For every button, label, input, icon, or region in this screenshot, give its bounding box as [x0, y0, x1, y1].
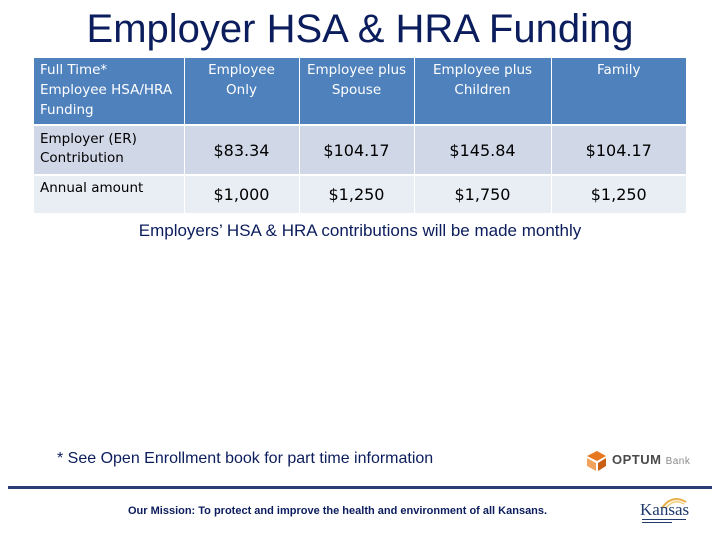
header-funding-type: Full Time* Employee HSA/HRA Funding	[34, 58, 184, 125]
cell-employee-only: $1,000	[184, 175, 299, 213]
header-family: Family	[551, 58, 686, 125]
slide-title: Employer HSA & HRA Funding	[86, 7, 634, 51]
funding-table	[34, 58, 686, 213]
header-employee-plus-children: Employee plus Children	[414, 58, 551, 125]
cell-employee-plus-children: $145.84	[414, 125, 551, 175]
header-employee-plus-spouse: Employee plus Spouse	[299, 58, 414, 125]
table-row-annual-amount	[34, 175, 686, 213]
header-employee-only: Employee Only	[184, 58, 299, 125]
cell-employee-plus-children: $1,750	[414, 175, 551, 213]
cell-family: $104.17	[551, 125, 686, 175]
cell-family: $1,250	[551, 175, 686, 213]
optum-wordmark: OPTUM Bank	[612, 452, 691, 467]
cell-employee-plus-spouse: $1,250	[299, 175, 414, 213]
optum-bank-logo	[584, 448, 694, 474]
kansas-logo-subline	[642, 518, 686, 524]
kansas-wordmark: Kansas	[640, 500, 690, 519]
mission-statement: Our Mission: To protect and improve the health and environment of all Kansans.	[128, 505, 548, 517]
table-header-row	[34, 58, 686, 125]
row-label: Employer (ER) Contribution	[34, 125, 184, 175]
footer-divider	[8, 486, 712, 489]
monthly-contribution-note: Employers’ HSA & HRA contributions will be made monthly	[138, 221, 582, 240]
cell-employee-only: $83.34	[184, 125, 299, 175]
optum-logo-icon	[584, 448, 610, 474]
kansas-kdheb-logo	[638, 494, 690, 528]
part-time-note: * See Open Enrollment book for part time information	[57, 450, 434, 467]
cell-employee-plus-spouse: $104.17	[299, 125, 414, 175]
row-label: Annual amount	[34, 175, 184, 213]
table-row-employer-contribution	[34, 125, 686, 175]
